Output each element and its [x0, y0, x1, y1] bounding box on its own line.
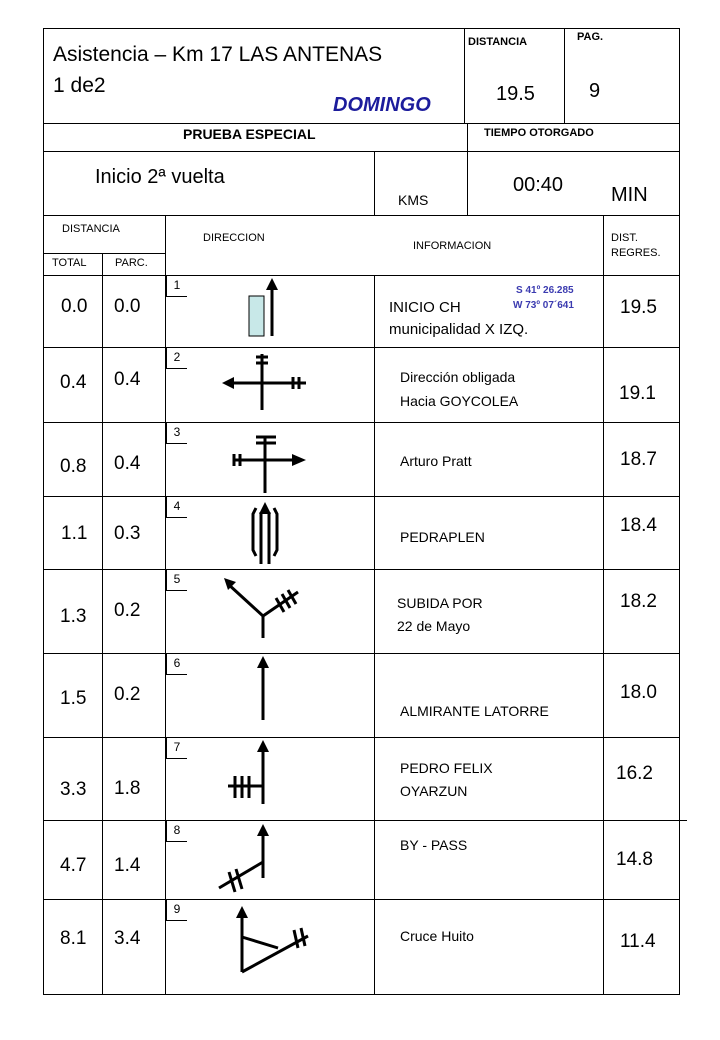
header-divider-h2 [43, 151, 679, 152]
row-sep-7 [43, 820, 687, 821]
info-2a: Dirección obligada [400, 369, 516, 385]
start-arrow-icon [220, 276, 320, 346]
row-sep-4 [43, 569, 679, 570]
header-divider-h3 [43, 215, 679, 216]
total-4: 1.1 [61, 523, 88, 544]
parc-3: 0.4 [114, 453, 141, 474]
section-label: PRUEBA ESPECIAL [183, 126, 316, 142]
fork-left-icon [220, 572, 320, 652]
total-6: 1.5 [60, 688, 87, 709]
title-line2: 1 de2 [53, 74, 106, 97]
pag-label: PAG. [577, 31, 604, 43]
regres-2: 19.1 [619, 383, 656, 404]
total-1: 0.0 [61, 296, 88, 317]
col-line-direccion [374, 275, 375, 994]
info-2b: Hacia GOYCOLEA [400, 393, 519, 409]
info-7a: PEDRO FELIX [400, 760, 493, 776]
total-2: 0.4 [60, 372, 87, 393]
day-label: DOMINGO [333, 94, 431, 116]
info-6a: ALMIRANTE LATORRE [400, 703, 549, 719]
info-5a: SUBIDA POR [397, 595, 483, 611]
col-distancia: DISTANCIA [62, 223, 120, 235]
col-line-parc [165, 215, 166, 994]
parc-7: 1.8 [114, 778, 141, 799]
total-8: 4.7 [60, 855, 87, 876]
total-3: 0.8 [60, 456, 87, 477]
info-8a: BY - PASS [400, 837, 468, 853]
info-3a: Arturo Pratt [400, 453, 472, 469]
frame-top [43, 28, 679, 29]
col-informacion: INFORMACION [413, 240, 492, 252]
tiempo-label: TIEMPO OTORGADO [484, 127, 594, 139]
col-dist-regres-2: REGRES. [611, 247, 661, 259]
header-divider-v2 [564, 28, 565, 124]
header-divider-v1 [464, 28, 465, 124]
regres-8: 14.8 [616, 849, 653, 870]
total-7: 3.3 [60, 779, 87, 800]
distancia-value: 19.5 [496, 83, 535, 105]
crossroad-right-icon [220, 425, 320, 495]
parc-8: 1.4 [114, 855, 141, 876]
parc-4: 0.3 [114, 523, 141, 544]
col-line-total [102, 253, 103, 994]
row-number-2: 2 [166, 348, 187, 369]
col-line-info [603, 215, 604, 994]
regres-1: 19.5 [620, 297, 657, 318]
min-label: MIN [611, 184, 648, 206]
row-sep-2 [43, 422, 679, 423]
row-number-9: 9 [166, 900, 187, 921]
row-sep-3 [43, 496, 679, 497]
frame-right [679, 28, 680, 995]
row-sep-5 [43, 653, 679, 654]
junction-left-icon [220, 902, 320, 982]
causeway-icon [220, 498, 320, 568]
pag-value: 9 [589, 80, 601, 102]
col-dist-regres-1: DIST. [611, 232, 638, 244]
col-parc: PARC. [115, 257, 148, 269]
coord-lat: S 41º 26.285 [516, 285, 574, 296]
col-direccion: DIRECCION [203, 232, 265, 244]
header-divider-v4 [374, 151, 375, 215]
row-sep-6 [43, 737, 679, 738]
info-7b: OYARZUN [400, 783, 468, 799]
regres-4: 18.4 [620, 515, 657, 536]
bypass-icon [215, 822, 315, 902]
row-number-1: 1 [166, 276, 187, 297]
info-1b: municipalidad X IZQ. [389, 321, 529, 338]
parc-9: 3.4 [114, 928, 141, 949]
total-5: 1.3 [60, 606, 87, 627]
kms-label: KMS [398, 192, 429, 208]
regres-9: 11.4 [620, 931, 656, 952]
straight-arrow-icon [220, 656, 320, 736]
regres-7: 16.2 [616, 763, 653, 784]
row-sep-0 [43, 275, 679, 276]
row-sep-8 [43, 899, 679, 900]
header-divider-h1 [43, 123, 679, 124]
row-number-4: 4 [166, 497, 187, 518]
regres-3: 18.7 [620, 449, 657, 470]
row-number-5: 5 [166, 570, 187, 591]
row-number-3: 3 [166, 423, 187, 444]
crossroad-left-icon [220, 350, 320, 420]
info-5b: 22 de Mayo [397, 618, 471, 634]
total-9: 8.1 [60, 928, 87, 949]
tiempo-value: 00:40 [513, 174, 564, 196]
keep-straight-icon [220, 740, 320, 820]
row-sep-1 [43, 347, 679, 348]
regres-6: 18.0 [620, 682, 657, 703]
frame-bottom [43, 994, 680, 995]
distancia-label: DISTANCIA [468, 36, 528, 48]
parc-1: 0.0 [114, 296, 141, 317]
title-line1: Asistencia – Km 17 LAS ANTENAS [53, 43, 383, 66]
subtitle: Inicio 2ª vuelta [95, 166, 225, 188]
header-divider-v3 [467, 123, 468, 215]
coord-lon: W 73º 07´641 [513, 300, 574, 311]
frame-left [43, 28, 44, 995]
row-number-6: 6 [166, 654, 187, 675]
parc-2: 0.4 [114, 369, 141, 390]
parc-6: 0.2 [114, 684, 141, 705]
info-1a: INICIO CH [389, 299, 461, 316]
regres-5: 18.2 [620, 591, 657, 612]
info-4a: PEDRAPLEN [400, 529, 485, 545]
col-total: TOTAL [52, 257, 87, 269]
row-number-8: 8 [166, 821, 187, 842]
col-subdivider [43, 253, 165, 254]
parc-5: 0.2 [114, 600, 141, 621]
info-9a: Cruce Huito [400, 928, 474, 944]
row-number-7: 7 [166, 738, 187, 759]
